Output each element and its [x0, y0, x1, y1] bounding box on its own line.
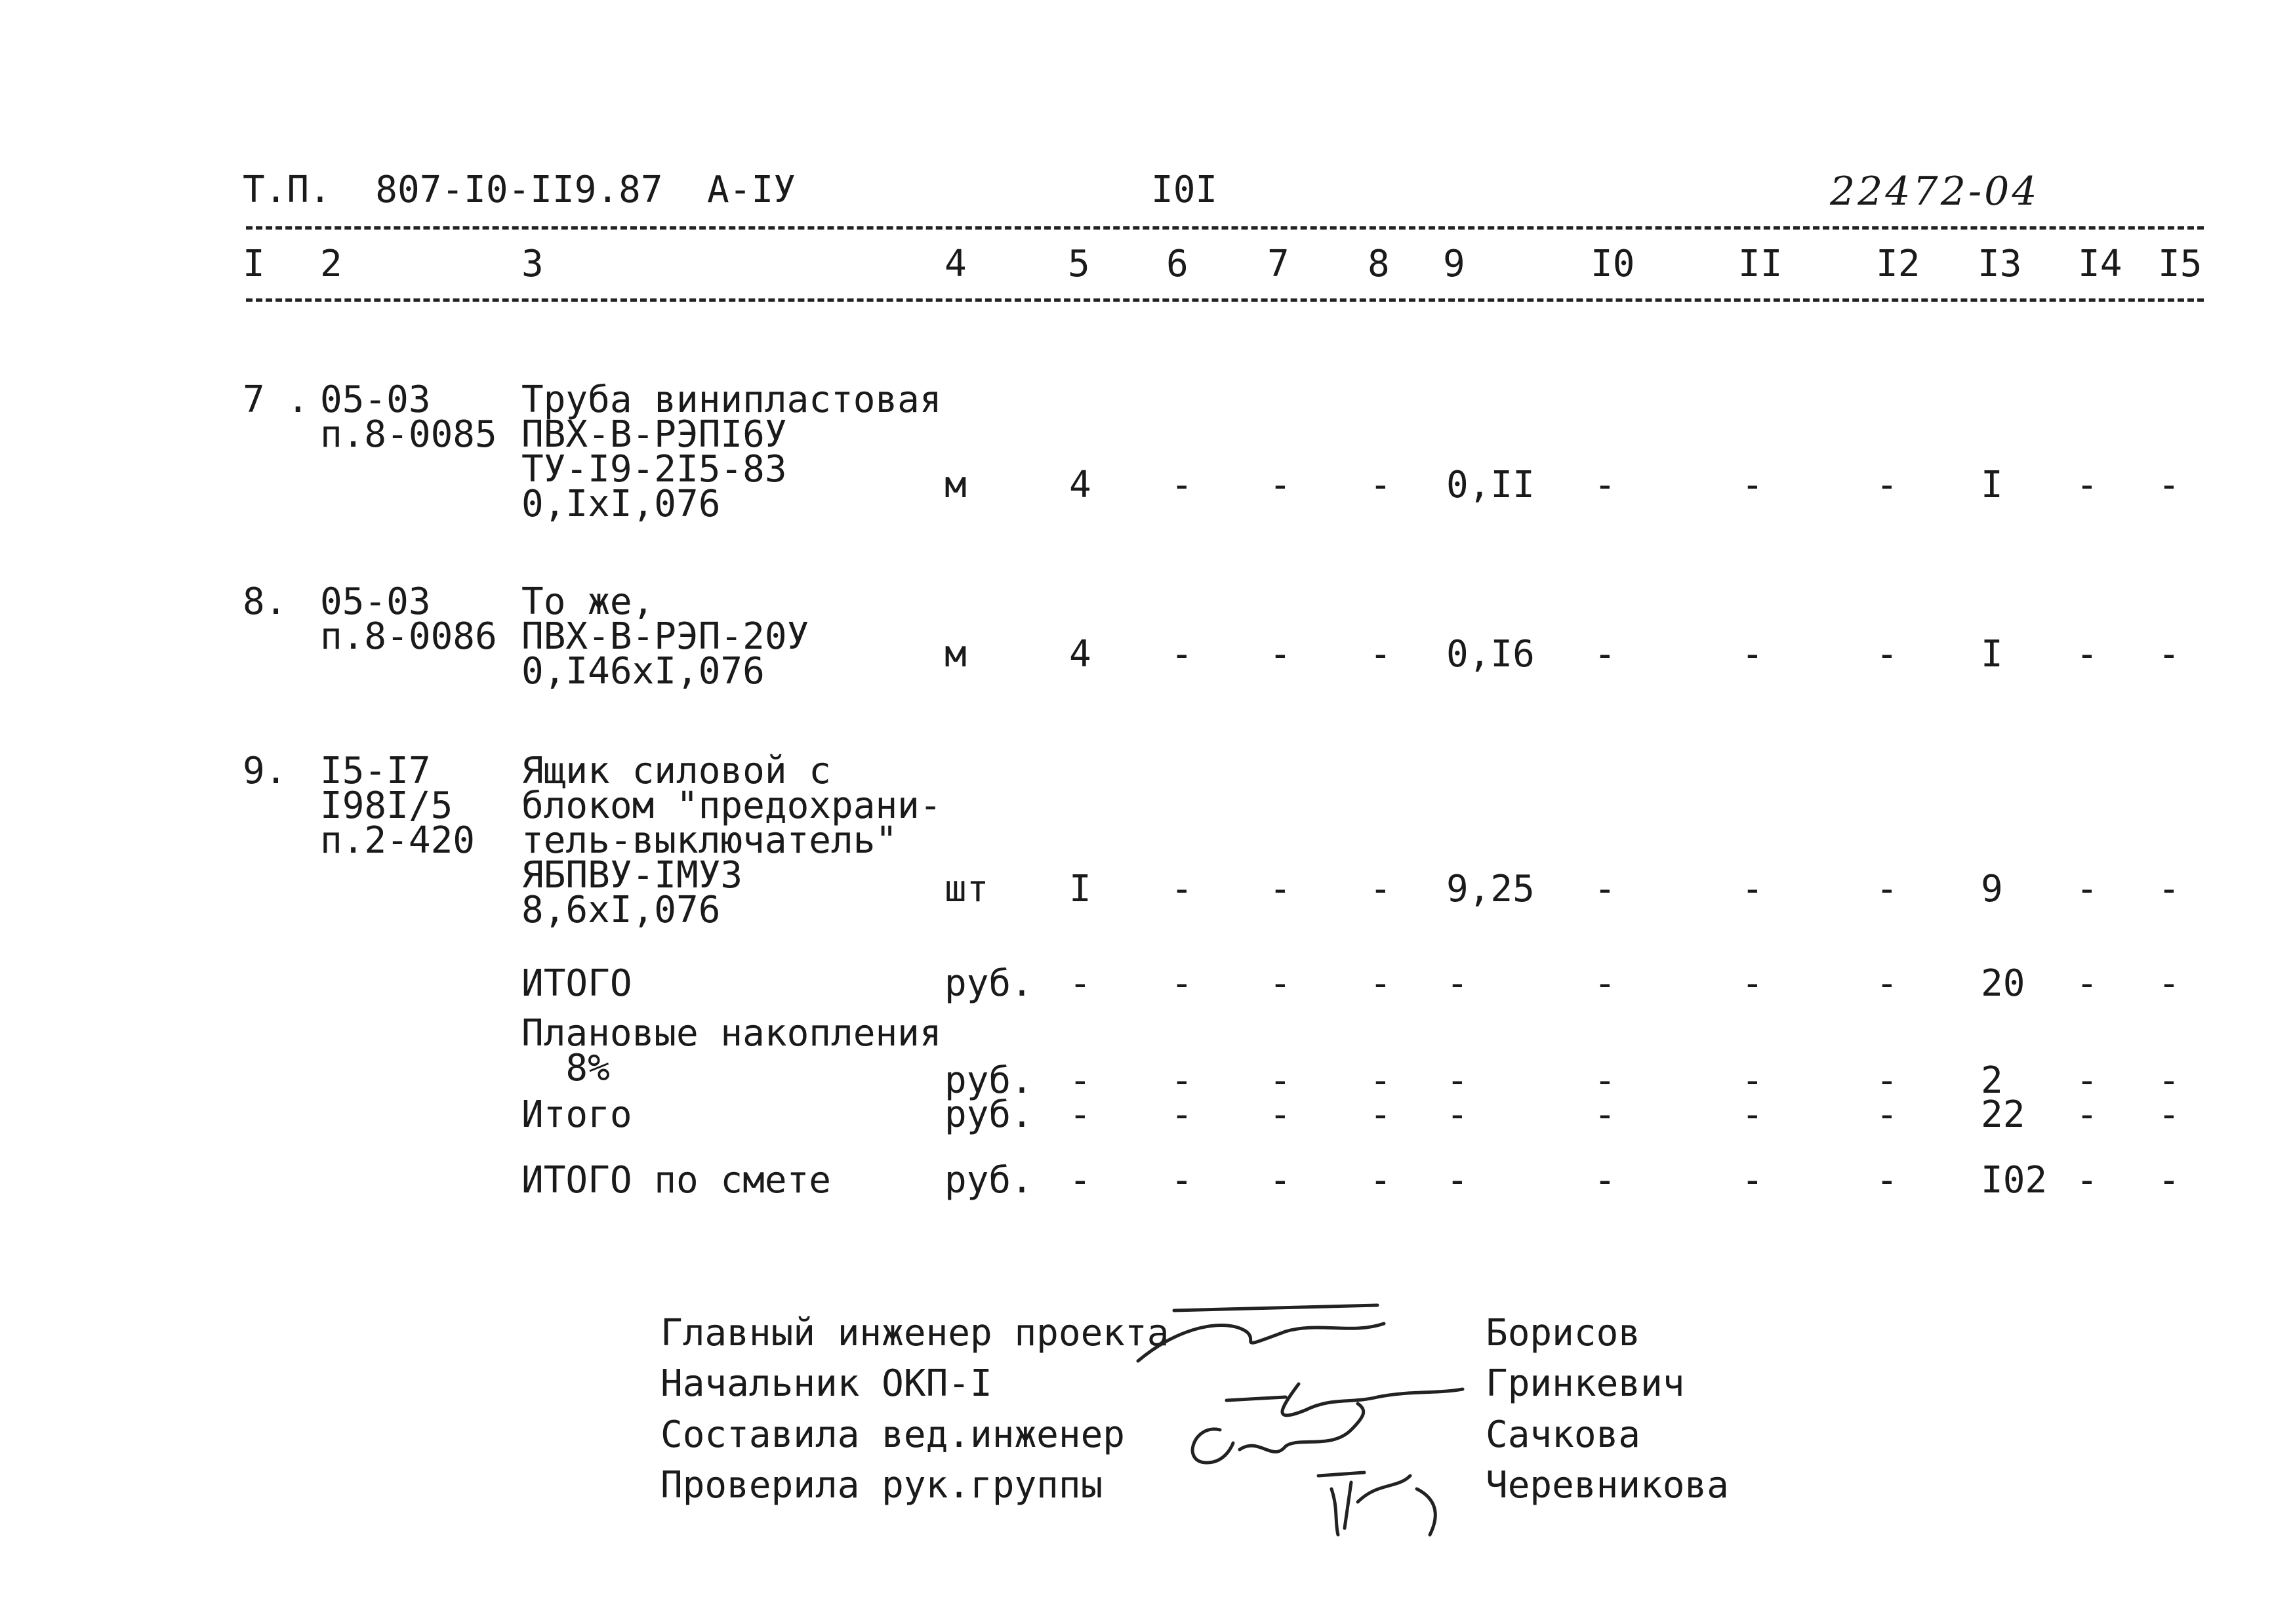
cell-c7: -: [1269, 464, 1291, 506]
total-cell-c14: -: [2076, 1093, 2098, 1136]
total-cell-c11: -: [1741, 1093, 1764, 1136]
column-header-6: 6: [1166, 243, 1188, 285]
cell-c5: 4: [1069, 464, 1091, 506]
total-cell-c13: I02: [1981, 1159, 2048, 1202]
column-header-11: II: [1738, 243, 1783, 285]
cell-c7: -: [1269, 633, 1291, 676]
cell-c6: -: [1171, 868, 1193, 910]
total-cell-c9: -: [1446, 962, 1469, 1005]
cell-c6: -: [1171, 464, 1193, 506]
column-header-2: 2: [320, 243, 342, 285]
total-cell-unit: руб.: [944, 962, 1033, 1005]
total-cell-c10: -: [1594, 962, 1616, 1005]
total-cell-c6: -: [1171, 1093, 1193, 1136]
item-code-line: п.2-420: [320, 819, 476, 862]
total-cell-c14: -: [2076, 1059, 2098, 1102]
row-number: 8.: [243, 580, 287, 623]
cell-c5: I: [1069, 868, 1091, 910]
total-cell-unit: руб.: [944, 1093, 1033, 1136]
total-cell-c10: -: [1594, 1093, 1616, 1136]
total-cell-c7: -: [1269, 1159, 1291, 1202]
cell-unit: м: [944, 633, 967, 676]
item-code-line: I5-I7: [320, 750, 431, 792]
total-cell-c5: -: [1069, 1059, 1091, 1102]
cell-c11: -: [1741, 868, 1764, 910]
cell-c12: -: [1876, 868, 1898, 910]
total-label-line: 8%: [521, 1047, 610, 1089]
total-label-line: Плановые накопления: [521, 1012, 942, 1055]
total-cell-c5: -: [1069, 1093, 1091, 1136]
item-description-line: 0,I46xI,076: [521, 650, 765, 693]
item-description-line: 0,IxI,076: [521, 483, 721, 525]
item-description-line: ЯБПВУ-IМУЗ: [521, 854, 743, 897]
total-label-line: Итого: [521, 1093, 632, 1136]
cell-c10: -: [1594, 464, 1616, 506]
total-cell-unit: руб.: [944, 1159, 1033, 1202]
total-cell-c6: -: [1171, 1159, 1193, 1202]
signature-role: Составила вед.инженер: [660, 1413, 1126, 1456]
item-description-line: ПВХ-В-РЭПI6У: [521, 413, 787, 456]
signature-name: Черевникова: [1486, 1464, 1729, 1507]
cell-c9: 9,25: [1446, 868, 1535, 910]
total-cell-c15: -: [2158, 1059, 2180, 1102]
signature-name: Борисов: [1486, 1312, 1641, 1354]
item-code-line: п.8-0085: [320, 413, 497, 456]
row-number: 7 .: [243, 378, 310, 421]
document-reference: Т.П. 807-I0-II9.87 А-IУ: [243, 169, 796, 211]
total-cell-c8: -: [1370, 1159, 1392, 1202]
cell-c14: -: [2076, 633, 2098, 676]
total-cell-c14: -: [2076, 962, 2098, 1005]
column-header-14: I4: [2078, 243, 2122, 285]
total-cell-c7: -: [1269, 1093, 1291, 1136]
item-description-line: ПВХ-В-РЭП-20У: [521, 615, 809, 658]
handwritten-code: 22472-04: [1830, 169, 2040, 214]
signature-1: [1138, 1305, 1384, 1361]
cell-c10: -: [1594, 868, 1616, 910]
cell-unit: шт: [944, 868, 989, 910]
item-description-line: блоком "предохрани-: [521, 784, 942, 827]
total-cell-c15: -: [2158, 1093, 2180, 1136]
total-cell-c7: -: [1269, 1059, 1291, 1102]
total-cell-c9: -: [1446, 1159, 1469, 1202]
item-code-line: 05-03: [320, 378, 431, 421]
cell-c11: -: [1741, 633, 1764, 676]
column-header-10: I0: [1591, 243, 1635, 285]
total-cell-unit: руб.: [944, 1059, 1033, 1102]
column-header-4: 4: [944, 243, 967, 285]
total-cell-c15: -: [2158, 1159, 2180, 1202]
total-label-line: ИТОГО: [521, 962, 632, 1005]
cell-unit: м: [944, 464, 967, 506]
total-cell-c9: -: [1446, 1093, 1469, 1136]
total-cell-c8: -: [1370, 1093, 1392, 1136]
signature-role: Проверила рук.группы: [660, 1464, 1103, 1507]
total-cell-c6: -: [1171, 962, 1193, 1005]
column-header-7: 7: [1267, 243, 1289, 285]
cell-c5: 4: [1069, 633, 1091, 676]
column-header-15: I5: [2158, 243, 2203, 285]
item-code-line: п.8-0086: [320, 615, 497, 658]
cell-c13: I: [1981, 464, 2003, 506]
total-cell-c10: -: [1594, 1159, 1616, 1202]
total-cell-c12: -: [1876, 962, 1898, 1005]
cell-c10: -: [1594, 633, 1616, 676]
total-cell-c12: -: [1876, 1059, 1898, 1102]
signature-3: [1192, 1404, 1364, 1463]
item-description-line: ТУ-I9-2I5-83: [521, 448, 787, 491]
signature-4: [1318, 1472, 1435, 1535]
cell-c13: I: [1981, 633, 2003, 676]
signature-role: Начальник ОКП-I: [660, 1362, 992, 1405]
item-description-line: Труба винипластовая: [521, 378, 942, 421]
cell-c15: -: [2158, 464, 2180, 506]
cell-c8: -: [1370, 464, 1392, 506]
row-number: 9.: [243, 750, 287, 792]
total-cell-c7: -: [1269, 962, 1291, 1005]
cell-c11: -: [1741, 464, 1764, 506]
total-cell-c6: -: [1171, 1059, 1193, 1102]
column-header-1: I: [243, 243, 265, 285]
cell-c12: -: [1876, 633, 1898, 676]
cell-c7: -: [1269, 868, 1291, 910]
total-cell-c5: -: [1069, 1159, 1091, 1202]
total-cell-c14: -: [2076, 1159, 2098, 1202]
total-cell-c12: -: [1876, 1093, 1898, 1136]
cell-c8: -: [1370, 633, 1392, 676]
cell-c12: -: [1876, 464, 1898, 506]
total-cell-c15: -: [2158, 962, 2180, 1005]
total-cell-c12: -: [1876, 1159, 1898, 1202]
column-header-3: 3: [521, 243, 544, 285]
column-header-13: I3: [1978, 243, 2022, 285]
cell-c9: 0,I6: [1446, 633, 1535, 676]
cell-c14: -: [2076, 464, 2098, 506]
total-cell-c5: -: [1069, 962, 1091, 1005]
total-cell-c11: -: [1741, 1159, 1764, 1202]
total-cell-c8: -: [1370, 962, 1392, 1005]
cell-c9: 0,II: [1446, 464, 1535, 506]
total-cell-c11: -: [1741, 962, 1764, 1005]
item-description-line: То же,: [521, 580, 655, 623]
total-label-line: ИТОГО по смете: [521, 1159, 832, 1202]
cell-c15: -: [2158, 633, 2180, 676]
cell-c8: -: [1370, 868, 1392, 910]
total-cell-c9: -: [1446, 1059, 1469, 1102]
total-cell-c10: -: [1594, 1059, 1616, 1102]
signature-2: [1227, 1384, 1463, 1415]
signature-role: Главный инженер проекта: [660, 1312, 1169, 1354]
signature-name: Гринкевич: [1486, 1362, 1685, 1405]
item-description-line: Ящик силовой с: [521, 750, 832, 792]
cell-c15: -: [2158, 868, 2180, 910]
total-cell-c13: 2: [1981, 1059, 2003, 1102]
column-header-8: 8: [1368, 243, 1390, 285]
column-header-9: 9: [1443, 243, 1465, 285]
total-cell-c11: -: [1741, 1059, 1764, 1102]
cell-c13: 9: [1981, 868, 2003, 910]
page-number: I0I: [1151, 169, 1218, 211]
item-description-line: 8,6xI,076: [521, 889, 721, 931]
total-cell-c8: -: [1370, 1059, 1392, 1102]
item-code-line: 05-03: [320, 580, 431, 623]
signature-name: Сачкова: [1486, 1413, 1641, 1456]
column-header-12: I2: [1876, 243, 1920, 285]
column-header-5: 5: [1068, 243, 1090, 285]
item-description-line: тель-выключатель": [521, 819, 898, 862]
item-code-line: I98I/5: [320, 784, 453, 827]
cell-c14: -: [2076, 868, 2098, 910]
total-cell-c13: 20: [1981, 962, 2025, 1005]
cell-c6: -: [1171, 633, 1193, 676]
total-cell-c13: 22: [1981, 1093, 2025, 1136]
